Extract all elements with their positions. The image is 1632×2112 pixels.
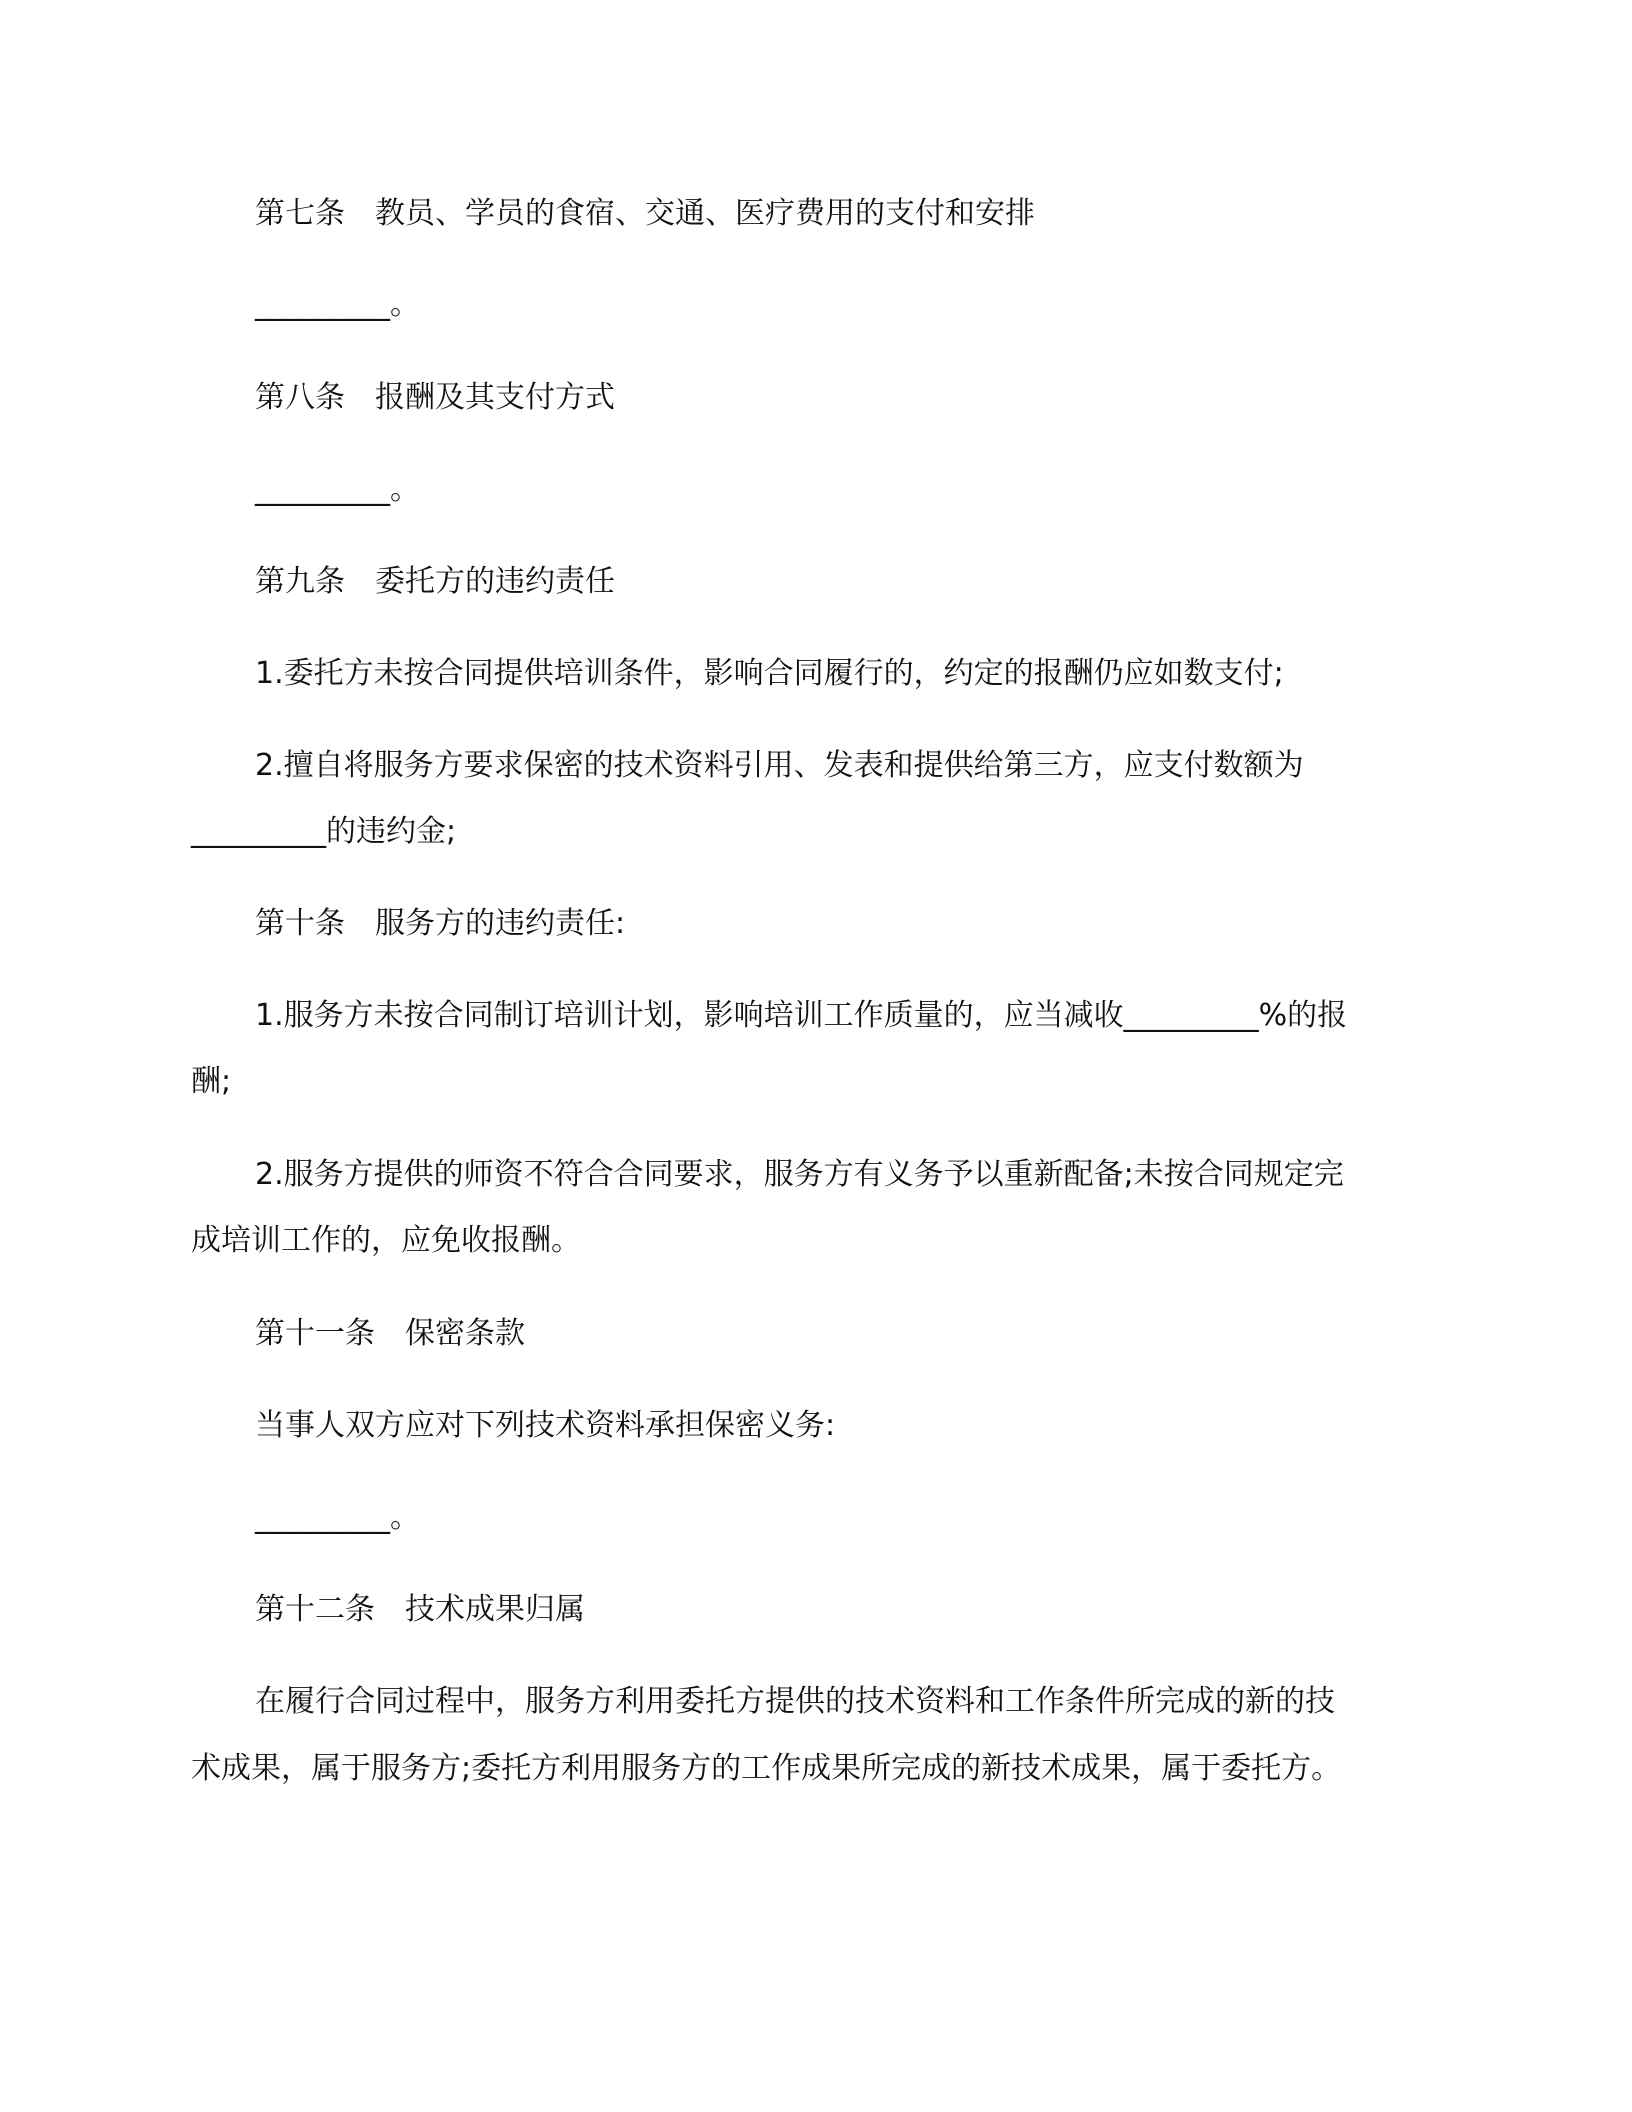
article-10-title: 服务方的违约责任: — [375, 906, 626, 941]
article-7-blank: _________。 — [255, 287, 420, 322]
article-9-item-1: 1.委托方未按合同提供培训条件，影响合同履行的，约定的报酬仍应如数支付; — [255, 656, 1284, 691]
article-8-number: 第八条 — [255, 380, 345, 415]
article-12-heading — [255, 1590, 585, 1630]
article-12-paragraph-line-1: 在履行合同过程中，服务方利用委托方提供的技术资料和工作条件所完成的新的技 — [255, 1684, 1335, 1719]
article-10-item-2-line-1: 2.服务方提供的师资不符合合同要求，服务方有义务予以重新配备;未按合同规定完 — [255, 1157, 1344, 1192]
article-11-number: 第十一条 — [255, 1316, 375, 1351]
article-8-heading — [255, 378, 615, 418]
article-7-title: 教员、学员的食宿、交通、医疗费用的支付和安排 — [375, 196, 1035, 231]
article-11-paragraph: 当事人双方应对下列技术资料承担保密义务: — [255, 1408, 836, 1443]
article-8-title: 报酬及其支付方式 — [375, 380, 615, 415]
article-8-blank: _________。 — [255, 472, 420, 507]
article-10-item-2-line-2: 成培训工作的，应免收报酬。 — [191, 1223, 581, 1258]
article-9-number: 第九条 — [255, 564, 345, 599]
article-12-paragraph-line-2: 术成果，属于服务方;委托方利用服务方的工作成果所完成的新技术成果，属于委托方。 — [191, 1751, 1342, 1786]
article-11-heading — [255, 1314, 525, 1354]
article-11-title: 保密条款 — [405, 1316, 525, 1351]
article-9-heading — [255, 562, 615, 602]
article-10-number: 第十条 — [255, 906, 345, 941]
article-10-item-1-line-1: 1.服务方未按合同制订培训计划，影响培训工作质量的，应当减收_________%的报 — [255, 998, 1348, 1033]
article-9-title: 委托方的违约责任 — [375, 564, 615, 599]
article-10-heading — [255, 904, 625, 944]
article-7-number: 第七条 — [255, 196, 345, 231]
article-7-heading — [255, 194, 1035, 234]
article-12-number: 第十二条 — [255, 1592, 375, 1627]
article-12-title: 技术成果归属 — [405, 1592, 585, 1627]
article-9-item-2-line-2: _________的违约金; — [191, 814, 457, 849]
article-10-item-1-line-2: 酬; — [191, 1064, 232, 1099]
article-11-blank: _________。 — [255, 1500, 420, 1535]
article-9-item-2-line-1: 2.擅自将服务方要求保密的技术资料引用、发表和提供给第三方，应支付数额为 — [255, 748, 1304, 783]
